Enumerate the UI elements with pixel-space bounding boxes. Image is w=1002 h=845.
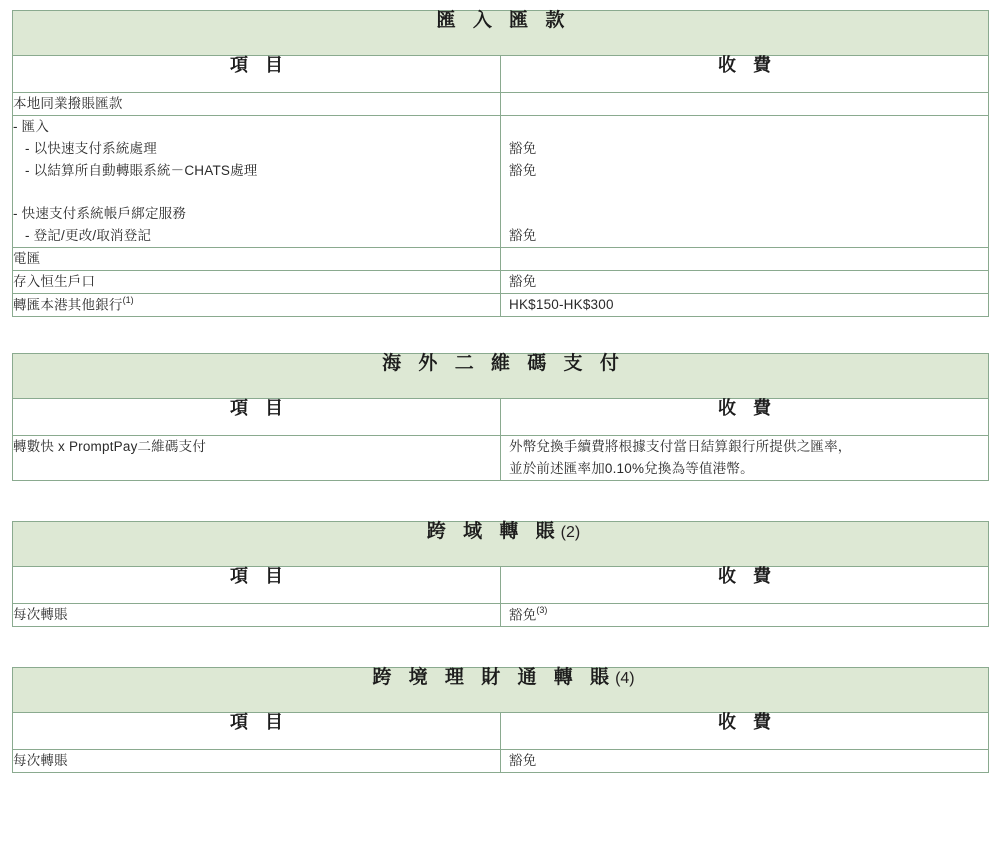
item-line: [13, 93, 500, 115]
table-title-row: [13, 668, 989, 713]
table-title: 跨 域 轉 賬: [426, 520, 561, 542]
fee-line: [509, 271, 988, 293]
item-line: [13, 294, 500, 316]
item-line: [13, 116, 500, 138]
item-line-text: - 登記/更改/取消登記: [25, 228, 152, 244]
fee-cell: [501, 750, 989, 773]
fee-line-text: 豁免: [509, 140, 537, 156]
item-line: [13, 225, 500, 247]
table-row: [13, 293, 989, 316]
table-title: 匯 入 匯 款: [436, 10, 571, 31]
table-title-cell: [13, 11, 989, 56]
table-title: 海 外 二 維 碼 支 付: [382, 353, 625, 375]
column-header-item-cell: [13, 399, 501, 436]
item-line-text: 轉數快 x PromptPay二維碼支付: [13, 439, 207, 455]
fee-cell: [501, 93, 989, 116]
column-header-fee-cell: [501, 56, 989, 93]
fee-line-text: 並於前述匯率加0.10%兌換為等值港幣。: [509, 460, 754, 476]
fee-table: [12, 10, 989, 317]
column-header-item: 項 目: [229, 712, 289, 733]
item-line-text: 每次轉賬: [13, 753, 68, 769]
item-cell: [13, 248, 501, 271]
table-title-row: [13, 11, 989, 56]
table-title-row: [13, 521, 989, 566]
item-line: [13, 160, 500, 182]
fee-line: [509, 604, 988, 626]
fee-line-text: 豁免: [509, 162, 537, 178]
table-title-footnote-marker: (2): [560, 523, 581, 541]
item-line: [13, 248, 500, 270]
column-header-fee: 收 費: [717, 565, 777, 586]
fee-table: [12, 521, 989, 627]
table-row: [13, 750, 989, 773]
column-header-fee-cell: [501, 566, 989, 603]
fee-line: [509, 436, 988, 458]
item-line-text: 存入恒生戶口: [13, 273, 96, 289]
item-line: [13, 271, 500, 293]
item-line: [13, 138, 500, 160]
fee-line: [509, 458, 988, 480]
item-line: [13, 750, 500, 772]
item-line-text: 電匯: [13, 251, 41, 267]
item-line-text: 每次轉賬: [13, 606, 68, 622]
column-header-row: [13, 566, 989, 603]
fee-line-text: 豁免: [509, 228, 537, 244]
fee-line: [509, 750, 988, 772]
fee-tables-container: [12, 10, 988, 773]
column-header-item: 項 目: [229, 565, 289, 586]
item-line-text: - 快速支付系統帳戶綁定服務: [13, 206, 187, 222]
table-title-cell: [13, 354, 989, 399]
column-header-item-cell: [13, 566, 501, 603]
table-title-footnote-marker: (4): [615, 670, 635, 688]
fee-table: [12, 353, 989, 481]
column-header-fee: 收 費: [717, 712, 777, 733]
fee-table: [12, 667, 989, 773]
footnote-marker: (1): [122, 294, 134, 305]
item-cell: [13, 93, 501, 116]
item-line: [13, 604, 500, 626]
item-line-text: 轉匯本港其他銀行: [13, 297, 123, 313]
column-header-item: 項 目: [229, 55, 289, 75]
column-header-item-cell: [13, 713, 501, 750]
table-row: [13, 603, 989, 626]
footnote-marker: (3): [536, 604, 548, 615]
table-row: [13, 436, 989, 481]
item-line-text: - 以結算所自動轉賬系統－CHATS處理: [25, 162, 258, 178]
fee-cell: [501, 603, 989, 626]
item-line: [13, 203, 500, 225]
column-header-row: [13, 56, 989, 93]
fee-line-text: 豁免: [509, 607, 537, 623]
item-cell: [13, 436, 501, 481]
item-line-text: - 以快速支付系統處理: [25, 140, 157, 156]
fee-cell: [501, 248, 989, 271]
item-cell: [13, 270, 501, 293]
item-cell: [13, 750, 501, 773]
column-header-fee: 收 費: [717, 55, 777, 75]
item-cell: [13, 115, 501, 247]
table-row: [13, 270, 989, 293]
item-line-text: - 匯入: [13, 118, 50, 134]
item-cell: [13, 603, 501, 626]
column-header-fee-cell: [501, 399, 989, 436]
fee-line-text: HK$150-HK$300: [509, 296, 614, 312]
fee-line: [509, 160, 988, 182]
table-title-cell: [13, 668, 989, 713]
fee-line: [509, 138, 988, 160]
table-row: [13, 248, 989, 271]
item-line-text: 本地同業撥賬匯款: [13, 96, 123, 111]
table-row: [13, 93, 989, 116]
fee-line-text: 豁免: [509, 273, 537, 289]
column-header-fee: 收 費: [717, 398, 777, 419]
column-header-fee-cell: [501, 713, 989, 750]
fee-line-text: 外幣兌換手續費將根據支付當日結算銀行所提供之匯率，: [509, 439, 852, 455]
fee-cell: [501, 270, 989, 293]
fee-line: [509, 225, 988, 247]
fee-cell: [501, 436, 989, 481]
fee-line: [509, 294, 988, 316]
table-row: [13, 115, 989, 247]
fee-cell: [501, 293, 989, 316]
item-line: [13, 436, 500, 458]
table-title-cell: [13, 521, 989, 566]
fee-line-text: 豁免: [509, 753, 537, 769]
table-title: 跨 境 理 財 通 轉 賬: [372, 667, 616, 689]
column-header-item: 項 目: [229, 398, 289, 419]
table-spacer: [12, 627, 988, 667]
column-header-row: [13, 713, 989, 750]
table-spacer: [12, 481, 988, 521]
column-header-item-cell: [13, 56, 501, 93]
table-spacer: [12, 317, 988, 353]
fee-cell: [501, 115, 989, 247]
item-cell: [13, 293, 501, 316]
column-header-row: [13, 399, 989, 436]
table-title-row: [13, 354, 989, 399]
